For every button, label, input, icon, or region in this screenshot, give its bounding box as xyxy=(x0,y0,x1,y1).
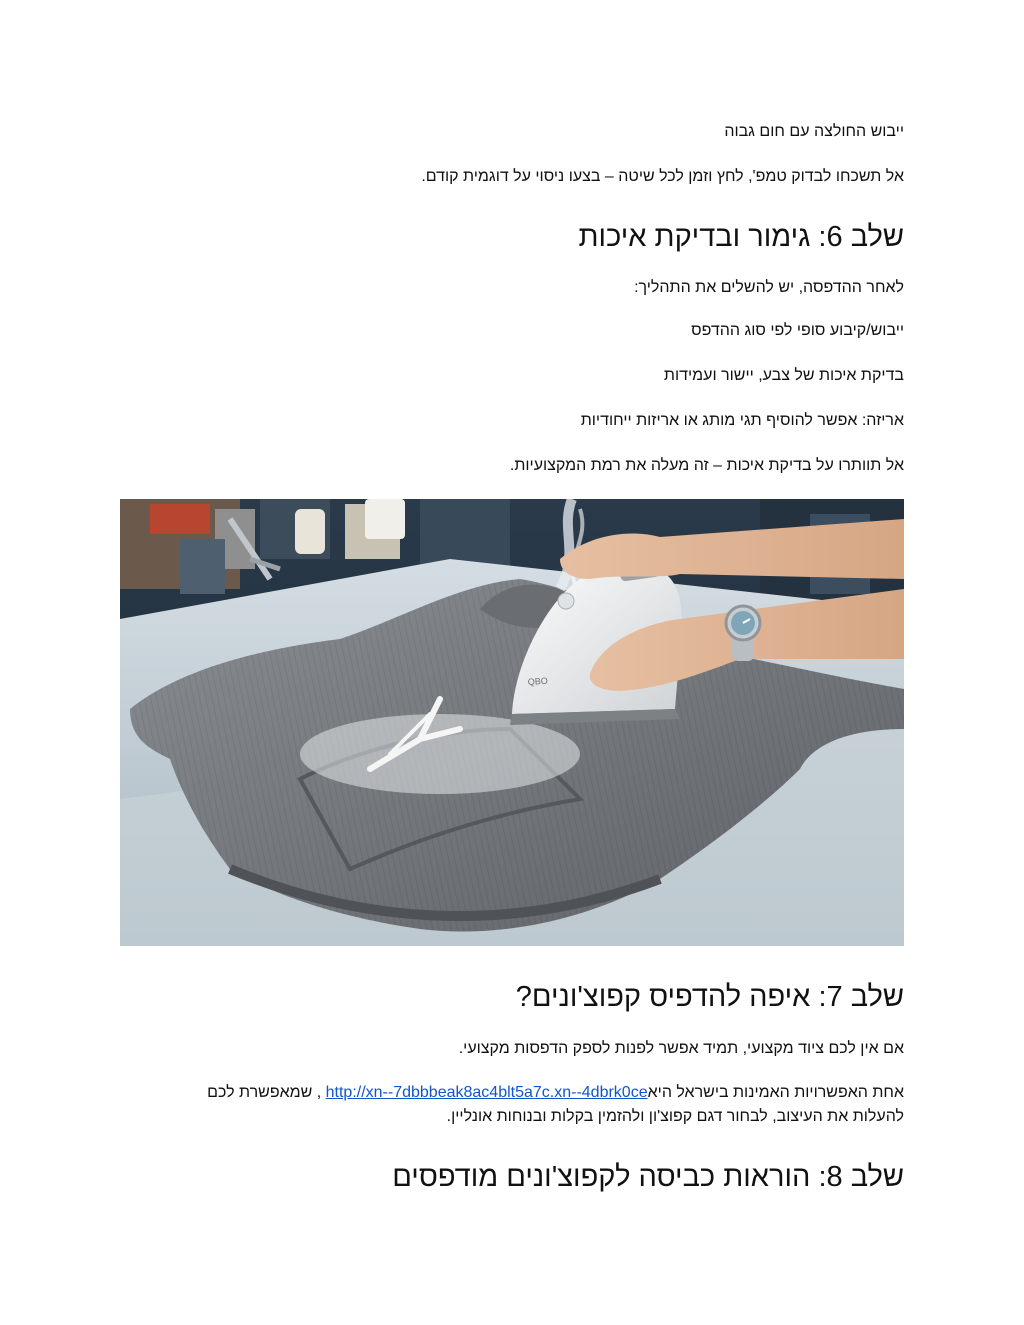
paragraph-online-option xyxy=(120,1081,904,1129)
heading-step-7: שלב 7: איפה להדפיס קפוצ'ונים? xyxy=(515,981,904,1013)
heading-step-6: שלב 6: גימור ובדיקת איכות xyxy=(578,221,904,253)
paragraph-step6-intro: לאחר ההדפסה, יש להשלים את התהליך: xyxy=(634,279,904,296)
paragraph-online-option-line1 xyxy=(120,1081,904,1105)
heading-step-8: שלב 8: הוראות כביסה לקפוצ'ונים מודפסים xyxy=(392,1161,904,1193)
paragraph-test-tip: אל תשכחו לבדוק טמפ', לחץ וזמן לכל שיטה – בצעו ניסוי על דוגמית קודם. xyxy=(421,168,904,185)
list-item-quality-check: בדיקת איכות של צבע, יישור ועמידות xyxy=(663,367,904,384)
paragraph-quality-note: אל תוותרו על בדיקת איכות – זה מעלה את רמת המקצועיות. xyxy=(509,457,904,474)
list-item-drying-fixing: ייבוש/קיבוע סופי לפי סוג ההדפס xyxy=(691,322,904,339)
supplier-link[interactable]: http://xn--7dbbbeak8ac4blt5a7c.xn--4dbrk0ce xyxy=(325,1084,648,1101)
paragraph-online-option-line2: להעלות את העיצוב, לבחור דגם קפוצ'ון ולהזמין בקלות ובנוחות אונליין. xyxy=(446,1108,904,1125)
iron-brand-label: QBO xyxy=(527,675,549,687)
text-allows-you: , שמאפשרת לכם xyxy=(207,1084,326,1101)
paragraph-professional-supplier: אם אין לכם ציוד מקצועי, תמיד אפשר לפנות לספק הדפסות מקצועי. xyxy=(458,1040,904,1057)
paragraph-drying: ייבוש החולצה עם חום גבוה xyxy=(724,123,904,140)
list-item-packaging: אריזה: אפשר להוסיף תגי מותג או אריזות ייחודיות xyxy=(580,412,904,429)
text-reliable-option: אחת האפשרויות האמינות בישראל היא xyxy=(647,1084,904,1101)
document-page xyxy=(120,0,904,1325)
photo-ironing-hoodie xyxy=(120,499,904,946)
